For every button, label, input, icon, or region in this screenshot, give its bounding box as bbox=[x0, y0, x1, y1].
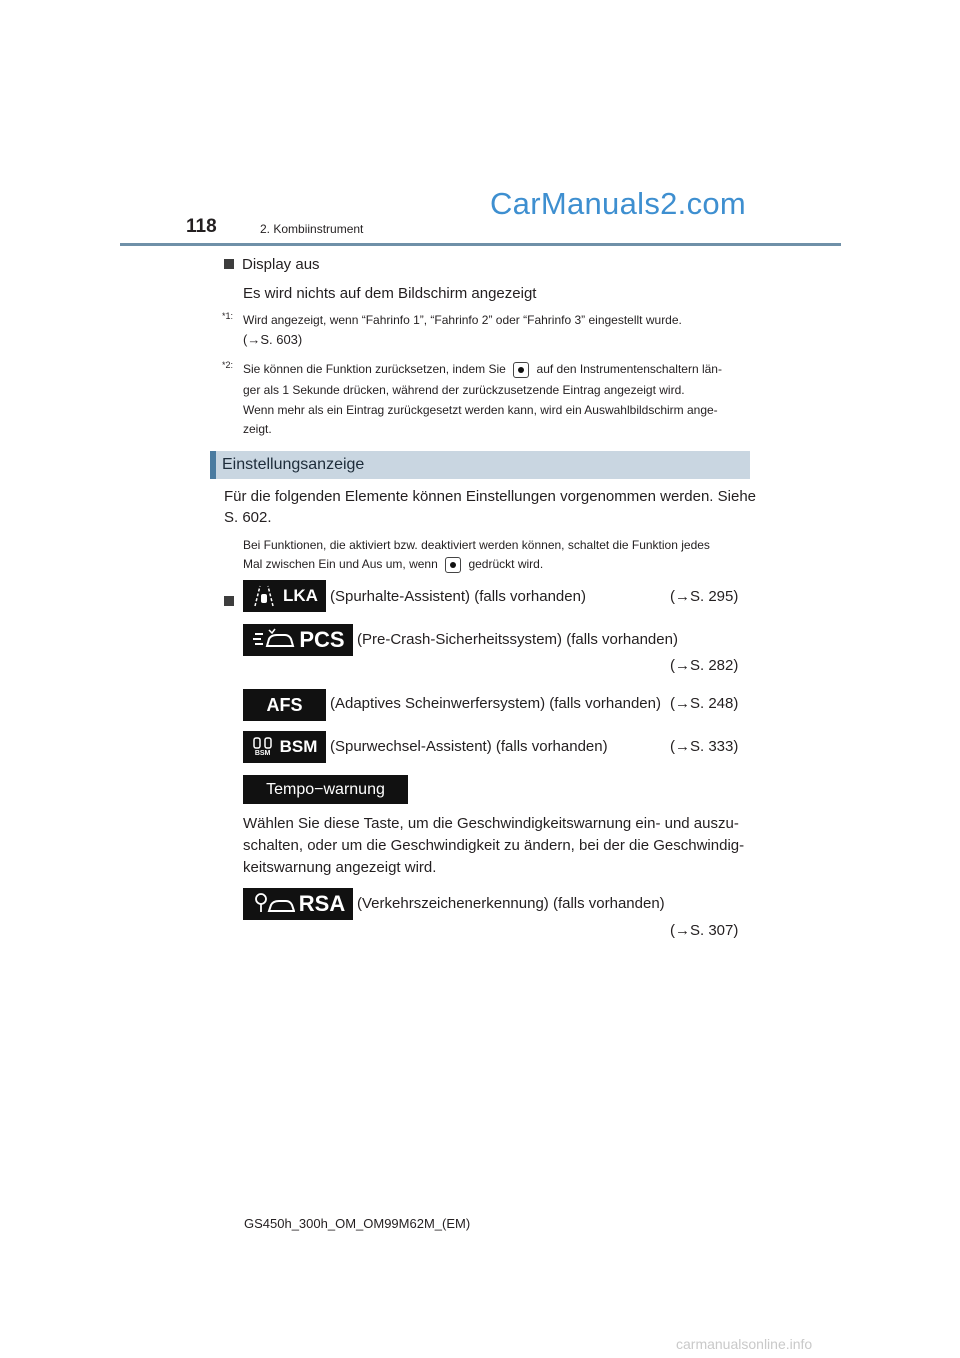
afs-label: (Adaptives Scheinwerfersystem) (falls vorhanden) bbox=[330, 695, 661, 712]
display-off-heading: Display aus bbox=[242, 256, 320, 273]
afs-ref: (→S. 248) bbox=[670, 695, 739, 712]
rsa-badge: RSA bbox=[243, 888, 353, 920]
bsm-badge: BSM BSM bbox=[243, 731, 326, 763]
rsa-label: (Verkehrszeichenerkennung) (falls vorhanden) bbox=[357, 895, 665, 912]
tempo-desc-line2: schalten, oder um die Geschwindigkeit zu ändern, bei der die Geschwindig- bbox=[243, 837, 745, 854]
blind-spot-icon bbox=[252, 736, 274, 750]
footnote-1-line2: (→S. 603) bbox=[243, 332, 303, 347]
pcs-ref: (→S. 282) bbox=[670, 657, 739, 674]
section-note-line2: Mal zwischen Ein und Aus um, wenn gedrückt wird. bbox=[243, 557, 544, 572]
bullet-square-icon bbox=[224, 259, 234, 269]
footnote-2-mark: *2: bbox=[222, 360, 234, 370]
lka-badge: LKA bbox=[243, 580, 326, 612]
road-sign-icon bbox=[251, 892, 295, 916]
bsm-icon-group bbox=[252, 736, 274, 758]
lka-ref: (→S. 295) bbox=[670, 588, 739, 605]
chapter-title: 2. Kombiinstrument bbox=[260, 222, 364, 236]
watermark-top: CarManuals2.com bbox=[490, 186, 747, 221]
tempo-desc-line1: Wählen Sie diese Taste, um die Geschwindigkeitswarnung ein- und auszu- bbox=[243, 815, 739, 832]
pcs-badge: PCS bbox=[243, 624, 353, 656]
section-intro-line1: Für die folgenden Elemente können Einstellungen vorgenommen werden. Siehe bbox=[224, 488, 757, 505]
lka-label: (Spurhalte-Assistent) (falls vorhanden) bbox=[330, 588, 586, 605]
header-rule bbox=[120, 243, 841, 246]
footnote-2-line3: Wenn mehr als ein Eintrag zurückgesetzt werden kann, wird ein Auswahlbildschirm ange- bbox=[243, 403, 718, 417]
footnote-2-line4: zeigt. bbox=[243, 422, 272, 436]
pcs-label: (Pre-Crash-Sicherheitssystem) (falls vorhanden) bbox=[357, 631, 678, 648]
tempo-warnung-badge: Tempo−warnung bbox=[243, 775, 408, 804]
bsm-sub-label: BSM bbox=[254, 750, 271, 757]
bullet-square-icon bbox=[224, 596, 234, 606]
page-number: 118 bbox=[186, 216, 217, 237]
section-intro-line2: S. 602. bbox=[224, 509, 272, 526]
footnote-2-line2: ger als 1 Sekunde drücken, während der zurückzusetzende Eintrag angezeigt wird. bbox=[243, 383, 685, 397]
display-off-heading-row bbox=[224, 256, 320, 273]
afs-badge: AFS bbox=[243, 689, 326, 721]
display-off-text: Es wird nichts auf dem Bildschirm angezeigt bbox=[243, 285, 537, 302]
section-title: Einstellungsanzeige bbox=[222, 456, 365, 473]
document-code: GS450h_300h_OM_OM99M62M_(EM) bbox=[244, 1216, 471, 1231]
watermark-bottom: carmanualsonline.info bbox=[676, 1336, 813, 1352]
pre-crash-icon bbox=[251, 628, 295, 652]
rsa-ref: (→S. 307) bbox=[670, 922, 739, 939]
footnote-2-line1: Sie können die Funktion zurücksetzen, indem Sie auf den Instrumentenschaltern län- bbox=[243, 362, 722, 377]
bsm-ref: (→S. 333) bbox=[670, 738, 739, 755]
instrument-switch-icon bbox=[513, 362, 529, 378]
lane-keep-icon bbox=[251, 584, 277, 608]
tempo-desc-line3: keitswarnung angezeigt wird. bbox=[243, 859, 437, 876]
instrument-switch-icon bbox=[445, 557, 461, 573]
footnote-1-line1: Wird angezeigt, wenn “Fahrinfo 1”, “Fahrinfo 2” oder “Fahrinfo 3” eingestellt wurde. bbox=[243, 313, 682, 327]
footnote-1-mark: *1: bbox=[222, 311, 234, 321]
bsm-label: (Spurwechsel-Assistent) (falls vorhanden) bbox=[330, 738, 608, 755]
section-note-line1: Bei Funktionen, die aktiviert bzw. deaktiviert werden können, schaltet die Funktion jedes bbox=[243, 538, 710, 552]
